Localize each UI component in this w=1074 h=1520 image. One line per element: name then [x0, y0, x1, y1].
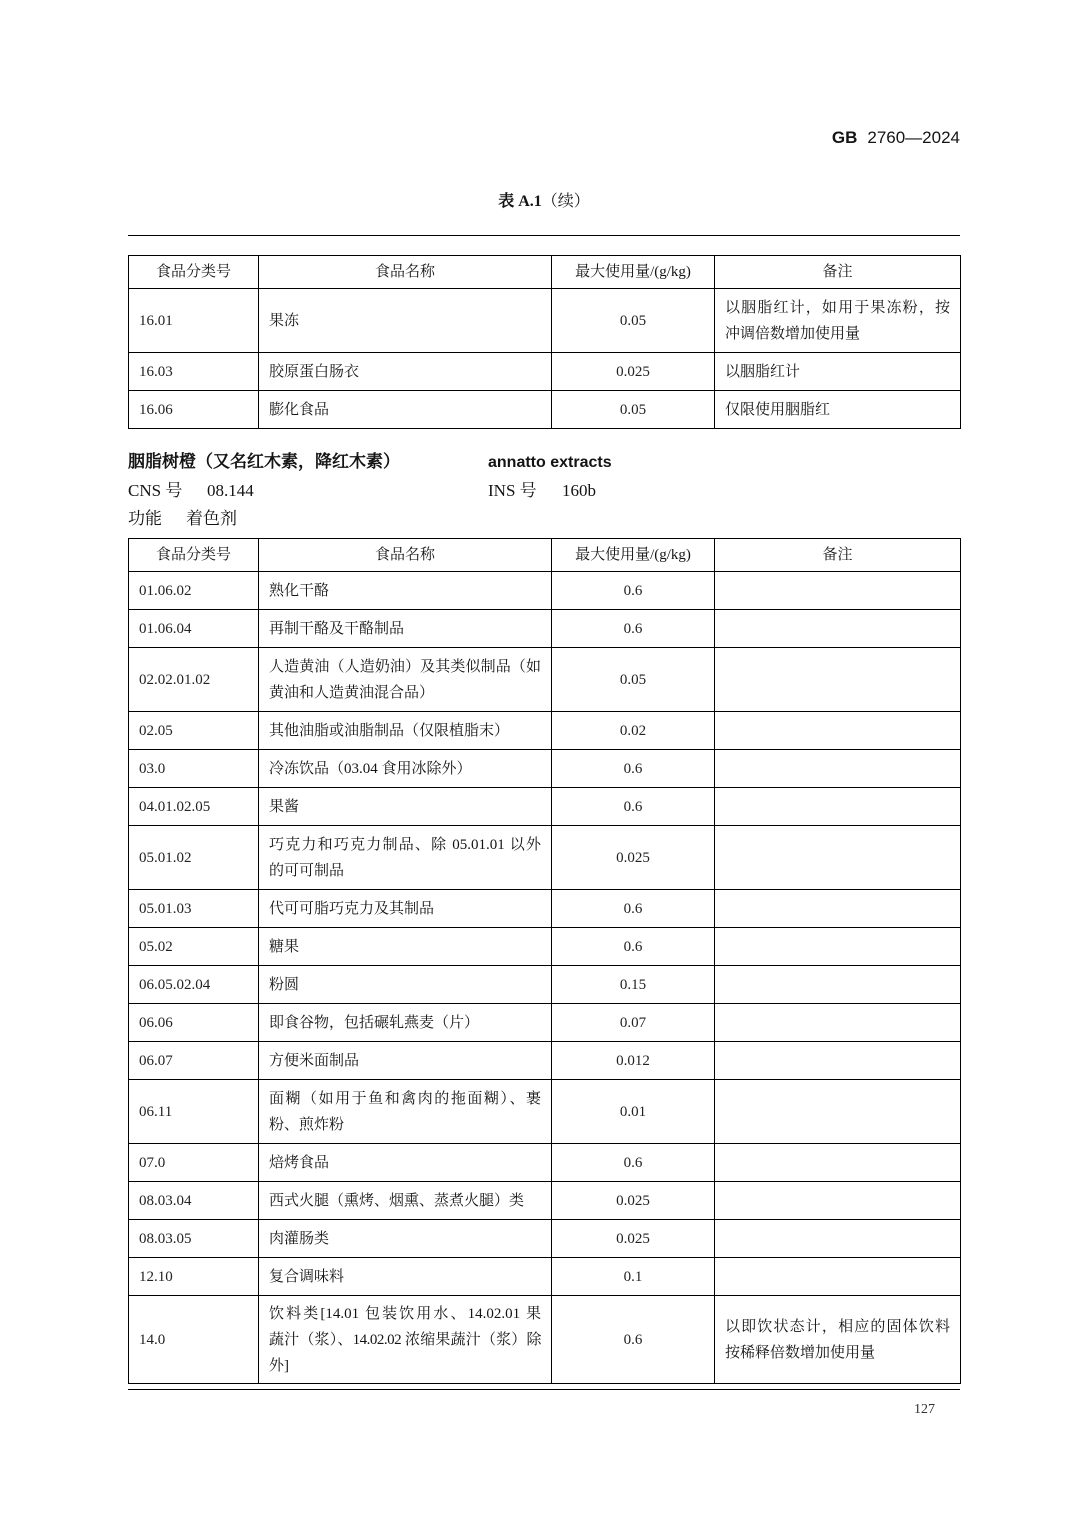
- additive-name-line: [128, 448, 960, 477]
- max-usage-cell: 0.6: [552, 928, 715, 966]
- max-usage-cell: 0.05: [552, 391, 715, 429]
- table-row: [129, 890, 961, 928]
- top-rule: [128, 235, 960, 236]
- note-line: 按稀释倍数增加使用量: [725, 1344, 876, 1361]
- note-cell: [715, 1004, 961, 1042]
- table-row: [129, 928, 961, 966]
- max-usage-cell: 0.6: [552, 788, 715, 826]
- cns-number: 08.144: [207, 481, 254, 500]
- additive-section: [128, 448, 960, 533]
- food-code-cell: 14.0: [129, 1296, 259, 1384]
- column-header-note: 备注: [715, 539, 961, 572]
- column-header-max: 最大使用量/(g/kg): [552, 256, 715, 289]
- note-cell: [715, 1296, 961, 1384]
- table-row: [129, 572, 961, 610]
- max-usage-cell: 0.6: [552, 1296, 715, 1384]
- table-row: [129, 353, 961, 391]
- food-name-line: 蔬汁（浆）、14.02.02 浓缩果蔬汁（浆）除: [269, 1331, 541, 1348]
- food-code-cell: 08.03.04: [129, 1182, 259, 1220]
- column-header-note: 备注: [715, 256, 961, 289]
- column-header-max: 最大使用量/(g/kg): [552, 539, 715, 572]
- food-name-cell: 代可可脂巧克力及其制品: [259, 890, 552, 928]
- max-usage-cell: 0.01: [552, 1080, 715, 1144]
- table-row: [129, 1042, 961, 1080]
- food-name-line: 人造黄油（人造奶油）及其类似制品（如: [269, 658, 541, 675]
- note-cell: [715, 648, 961, 712]
- note-cell: [715, 712, 961, 750]
- food-code-cell: 01.06.02: [129, 572, 259, 610]
- max-usage-cell: 0.025: [552, 353, 715, 391]
- food-name-cell: 冷冻饮品（03.04 食用冰除外）: [259, 750, 552, 788]
- note-cell: [715, 928, 961, 966]
- note-cell: [715, 966, 961, 1004]
- table-title-label: 表 A.1: [498, 193, 542, 210]
- column-header-name: 食品名称: [259, 256, 552, 289]
- note-line: 以胭脂红计，如用于果冻粉，按: [725, 299, 950, 316]
- standard-prefix: GB: [831, 128, 858, 147]
- max-usage-cell: 0.15: [552, 966, 715, 1004]
- food-code-cell: 01.06.04: [129, 610, 259, 648]
- food-code-cell: 02.02.01.02: [129, 648, 259, 712]
- food-name-cell: 即食谷物，包括碾轧燕麦（片）: [259, 1004, 552, 1042]
- additive-name-en: annatto extracts: [488, 454, 612, 471]
- max-usage-cell: 0.02: [552, 712, 715, 750]
- food-code-cell: 05.01.03: [129, 890, 259, 928]
- additive-function-line: [128, 505, 960, 533]
- food-code-cell: 06.11: [129, 1080, 259, 1144]
- food-code-cell: 06.07: [129, 1042, 259, 1080]
- food-name-cell: 肉灌肠类: [259, 1220, 552, 1258]
- table-title: [128, 192, 960, 212]
- food-code-cell: 16.06: [129, 391, 259, 429]
- column-header-name: 食品名称: [259, 539, 552, 572]
- max-usage-cell: 0.012: [552, 1042, 715, 1080]
- function-label: 功能: [128, 509, 162, 528]
- food-name-cell: 膨化食品: [259, 391, 552, 429]
- additive-code-line: [128, 477, 960, 505]
- note-cell: [715, 289, 961, 353]
- table-row: [129, 1144, 961, 1182]
- food-name-cell: [259, 826, 552, 890]
- table-row: [129, 391, 961, 429]
- food-name-cell: 果酱: [259, 788, 552, 826]
- note-cell: [715, 1182, 961, 1220]
- cns-label: CNS 号: [128, 481, 183, 500]
- function-value: 着色剂: [186, 509, 237, 528]
- table-header-row: [129, 256, 961, 289]
- table-title-suffix: （续）: [541, 193, 590, 210]
- food-name-line: 的可可制品: [269, 862, 345, 879]
- note-cell: [715, 1042, 961, 1080]
- max-usage-cell: 0.1: [552, 1258, 715, 1296]
- column-header-code: 食品分类号: [129, 256, 259, 289]
- note-cell: [715, 750, 961, 788]
- table-row: [129, 1296, 961, 1384]
- food-name-cell: 再制干酪及干酪制品: [259, 610, 552, 648]
- note-cell: [715, 1144, 961, 1182]
- max-usage-cell: 0.05: [552, 289, 715, 353]
- table-row: [129, 1182, 961, 1220]
- food-code-cell: 06.05.02.04: [129, 966, 259, 1004]
- food-code-cell: 03.0: [129, 750, 259, 788]
- food-name-cell: 西式火腿（熏烤、烟熏、蒸煮火腿）类: [259, 1182, 552, 1220]
- note-cell: [715, 788, 961, 826]
- column-header-code: 食品分类号: [129, 539, 259, 572]
- food-name-cell: 糖果: [259, 928, 552, 966]
- food-name-cell: [259, 1296, 552, 1384]
- food-name-line: 面糊（如用于鱼和禽肉的拖面糊）、裹: [269, 1090, 541, 1107]
- food-code-cell: 06.06: [129, 1004, 259, 1042]
- max-usage-cell: 0.05: [552, 648, 715, 712]
- food-code-cell: 05.02: [129, 928, 259, 966]
- note-cell: [715, 826, 961, 890]
- food-code-cell: 08.03.05: [129, 1220, 259, 1258]
- note-cell: [715, 890, 961, 928]
- table-row: [129, 966, 961, 1004]
- food-name-cell: 方便米面制品: [259, 1042, 552, 1080]
- food-name-line: 外]: [269, 1357, 289, 1374]
- page-number: 127: [914, 1402, 935, 1417]
- table-continued: [128, 255, 960, 429]
- ins-label: INS 号: [488, 481, 537, 500]
- note-cell: [715, 610, 961, 648]
- annatto-table: [128, 538, 960, 1384]
- table-row: [129, 1258, 961, 1296]
- food-name-line: 巧克力和巧克力制品、除 05.01.01 以外: [269, 836, 541, 853]
- bottom-rule: [128, 1389, 960, 1390]
- table-row: [129, 1004, 961, 1042]
- food-name-line: 黄油和人造黄油混合品）: [269, 684, 435, 701]
- max-usage-cell: 0.6: [552, 572, 715, 610]
- food-code-cell: 12.10: [129, 1258, 259, 1296]
- max-usage-cell: 0.6: [552, 890, 715, 928]
- table-row: [129, 750, 961, 788]
- table-row: [129, 788, 961, 826]
- note-cell: [715, 1220, 961, 1258]
- food-name-cell: 焙烤食品: [259, 1144, 552, 1182]
- food-name-cell: 熟化干酪: [259, 572, 552, 610]
- food-name-line: 饮料类[14.01 包装饮用水、14.02.01 果: [269, 1305, 541, 1322]
- food-code-cell: 05.01.02: [129, 826, 259, 890]
- food-name-cell: 粉圆: [259, 966, 552, 1004]
- food-code-cell: 16.03: [129, 353, 259, 391]
- food-name-cell: [259, 1080, 552, 1144]
- food-code-cell: 02.05: [129, 712, 259, 750]
- usage-table: [128, 255, 961, 429]
- table-row: [129, 610, 961, 648]
- max-usage-cell: 0.025: [552, 1220, 715, 1258]
- standard-header: [832, 128, 960, 148]
- max-usage-cell: 0.07: [552, 1004, 715, 1042]
- note-line: 冲调倍数增加使用量: [725, 325, 861, 342]
- table-row: [129, 648, 961, 712]
- note-line: 以即饮状态计，相应的固体饮料: [725, 1318, 950, 1335]
- food-name-cell: 果冻: [259, 289, 552, 353]
- max-usage-cell: 0.025: [552, 1182, 715, 1220]
- food-name-cell: 胶原蛋白肠衣: [259, 353, 552, 391]
- standard-number: 2760—2024: [867, 128, 960, 147]
- table-row: [129, 712, 961, 750]
- max-usage-cell: 0.6: [552, 610, 715, 648]
- note-cell: 仅限使用胭脂红: [715, 391, 961, 429]
- food-name-cell: [259, 648, 552, 712]
- table-row: [129, 289, 961, 353]
- food-name-line: 粉、煎炸粉: [269, 1116, 345, 1133]
- max-usage-cell: 0.025: [552, 826, 715, 890]
- food-code-cell: 04.01.02.05: [129, 788, 259, 826]
- note-cell: [715, 1258, 961, 1296]
- note-cell: [715, 1080, 961, 1144]
- note-cell: 以胭脂红计: [715, 353, 961, 391]
- food-code-cell: 07.0: [129, 1144, 259, 1182]
- food-name-cell: 其他油脂或油脂制品（仅限植脂末）: [259, 712, 552, 750]
- food-name-cell: 复合调味料: [259, 1258, 552, 1296]
- table-row: [129, 1220, 961, 1258]
- additive-name-cn: 胭脂树橙（又名红木素，降红木素）: [128, 452, 400, 471]
- table-row: [129, 1080, 961, 1144]
- ins-number: 160b: [562, 481, 596, 500]
- table-header-row: [129, 539, 961, 572]
- table-row: [129, 826, 961, 890]
- food-code-cell: 16.01: [129, 289, 259, 353]
- note-cell: [715, 572, 961, 610]
- usage-table: [128, 538, 961, 1384]
- max-usage-cell: 0.6: [552, 1144, 715, 1182]
- max-usage-cell: 0.6: [552, 750, 715, 788]
